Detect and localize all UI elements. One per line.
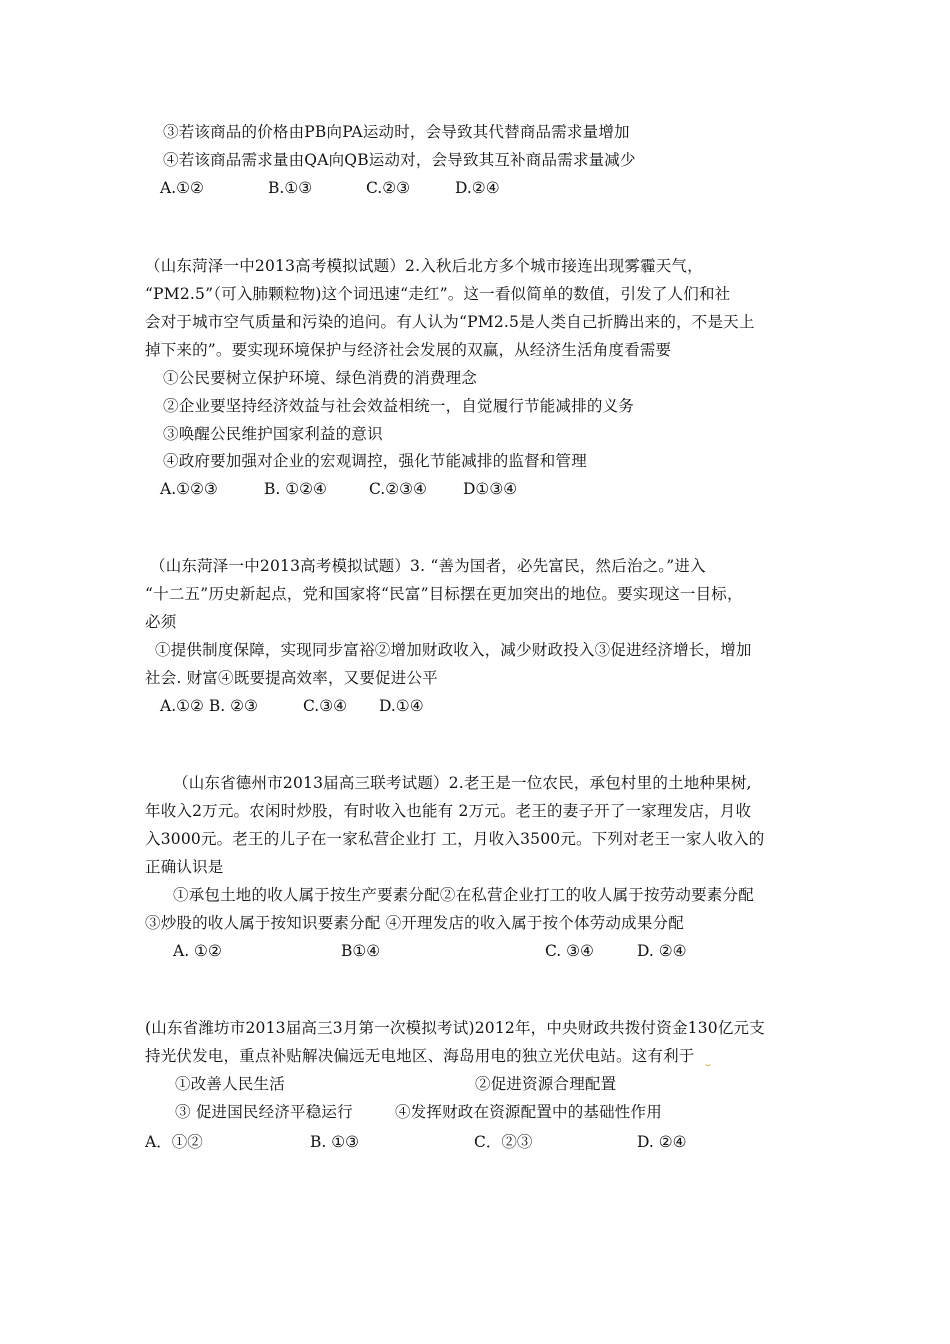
ink-mark <box>705 1062 711 1066</box>
q3-option-c: C.③④ <box>303 697 348 715</box>
q5-option-a: A．①② <box>145 1133 203 1151</box>
q5-item-3: ③ 促进国民经济平稳运行 <box>175 1103 353 1121</box>
q3-item-line-1: ①提供制度保障，实现同步富裕②增加财政收入，减少财政投入③促进经济增长，增加 <box>155 641 752 659</box>
q3-item-line-2: 社会. 财富④既要提高效率，又要促进公平 <box>145 669 438 687</box>
q2-option-b: B. ①②④ <box>264 480 327 498</box>
q5-stem-line-1: (山东省潍坊市2013届高三3月第一次模拟考试)2012年，中央财政共拨付资金130亿元支 <box>145 1019 765 1037</box>
q3-option-d: D.①④ <box>379 697 424 715</box>
q2-stem-line-3: 会对于城市空气质量和污染的追问。有人认为“PM2.5是人类自己折腾出来的，不是天上 <box>145 313 755 331</box>
q1-option-a: A.①② <box>160 179 204 197</box>
q1-option-b: B.①③ <box>268 179 313 197</box>
q5-stem-line-2: 持光伏发电，重点补贴解决偏远无电地区、海岛用电的独立光伏电站。这有利于 <box>145 1047 695 1065</box>
q4-option-c: C. ③④ <box>545 942 594 960</box>
q4-stem-line-2: 年收入2万元。农闲时炒股，有时收入也能有 2万元。老王的妻子开了一家理发店，月收 <box>145 802 752 820</box>
q3-stem-line-3: 必须 <box>145 613 177 631</box>
q5-item-1: ①改善人民生活 <box>175 1075 285 1093</box>
q1-option-d: D.②④ <box>455 179 500 197</box>
q4-option-d: D. ②④ <box>637 942 687 960</box>
q4-item-line-1: ①承包土地的收人属于按生产要素分配②在私营企业打工的收人属于按劳动要素分配 <box>173 886 754 904</box>
q4-stem-line-4: 正确认识是 <box>145 858 224 876</box>
q4-stem-line-3: 入3000元。老王的儿子在一家私营企业打 工，月收入3500元。下列对老王一家人收入的 <box>145 830 765 848</box>
q4-option-a: A. ①② <box>173 942 222 960</box>
q2-option-a: A.①②③ <box>160 480 218 498</box>
q2-item-4: ④政府要加强对企业的宏观调控，强化节能减排的监督和管理 <box>163 452 587 470</box>
q5-item-4: ④发挥财政在资源配置中的基础性作用 <box>395 1103 662 1121</box>
q4-item-line-2: ③炒股的收人属于按知识要素分配 ④开理发店的收入属于按个体劳动成果分配 <box>145 914 684 932</box>
q2-stem-line-1: （山东菏泽一中2013高考模拟试题）2.入秋后北方多个城市接连出现雾霾天气， <box>145 257 703 275</box>
q1-line-3: ③若该商品的价格由PB向PA运动时，会导致其代替商品需求量增加 <box>163 123 630 141</box>
q3-stem-line-2: “十二五”历史新起点，党和国家将“民富”目标摆在更加突出的地位。要实现这一目标， <box>145 585 743 603</box>
q2-item-3: ③唤醒公民维护国家利益的意识 <box>163 425 383 443</box>
q5-option-d: D. ②④ <box>637 1133 687 1151</box>
q3-stem-line-1: （山东菏泽一中2013高考模拟试题）3. “善为国者，必先富民，然后治之。”进入 <box>150 557 706 575</box>
q2-item-1: ①公民要树立保护环境、绿色消费的消费理念 <box>163 369 478 387</box>
q3-option-a-b: A.①② B. ②③ <box>160 697 258 715</box>
q4-option-b: B①④ <box>341 942 381 960</box>
q1-line-4: ④若该商品需求量由QA向QB运动对，会导致其互补商品需求量减少 <box>163 151 636 169</box>
q1-option-c: C.②③ <box>366 179 411 197</box>
q2-stem-line-2: “PM2.5”（可入肺颗粒物)这个词迅速“走红”。这一看似简单的数值，引发了人们和社 <box>145 285 731 303</box>
q5-option-c: C．②③ <box>474 1133 533 1151</box>
q2-stem-line-4: 掉下来的”。要实现环境保护与经济社会发展的双赢，从经济生活角度看需要 <box>145 341 672 359</box>
q2-option-c: C.②③④ <box>369 480 427 498</box>
q4-stem-line-1: （山东省德州市2013届高三联考试题）2.老王是一位农民，承包村里的土地种果树, <box>173 774 752 792</box>
q5-option-b: B. ①③ <box>310 1133 360 1151</box>
q5-item-2: ②促进资源合理配置 <box>475 1075 617 1093</box>
q2-option-d: D①③④ <box>463 480 518 498</box>
q2-item-2: ②企业要坚持经济效益与社会效益相统一，自觉履行节能减排的义务 <box>163 397 635 415</box>
